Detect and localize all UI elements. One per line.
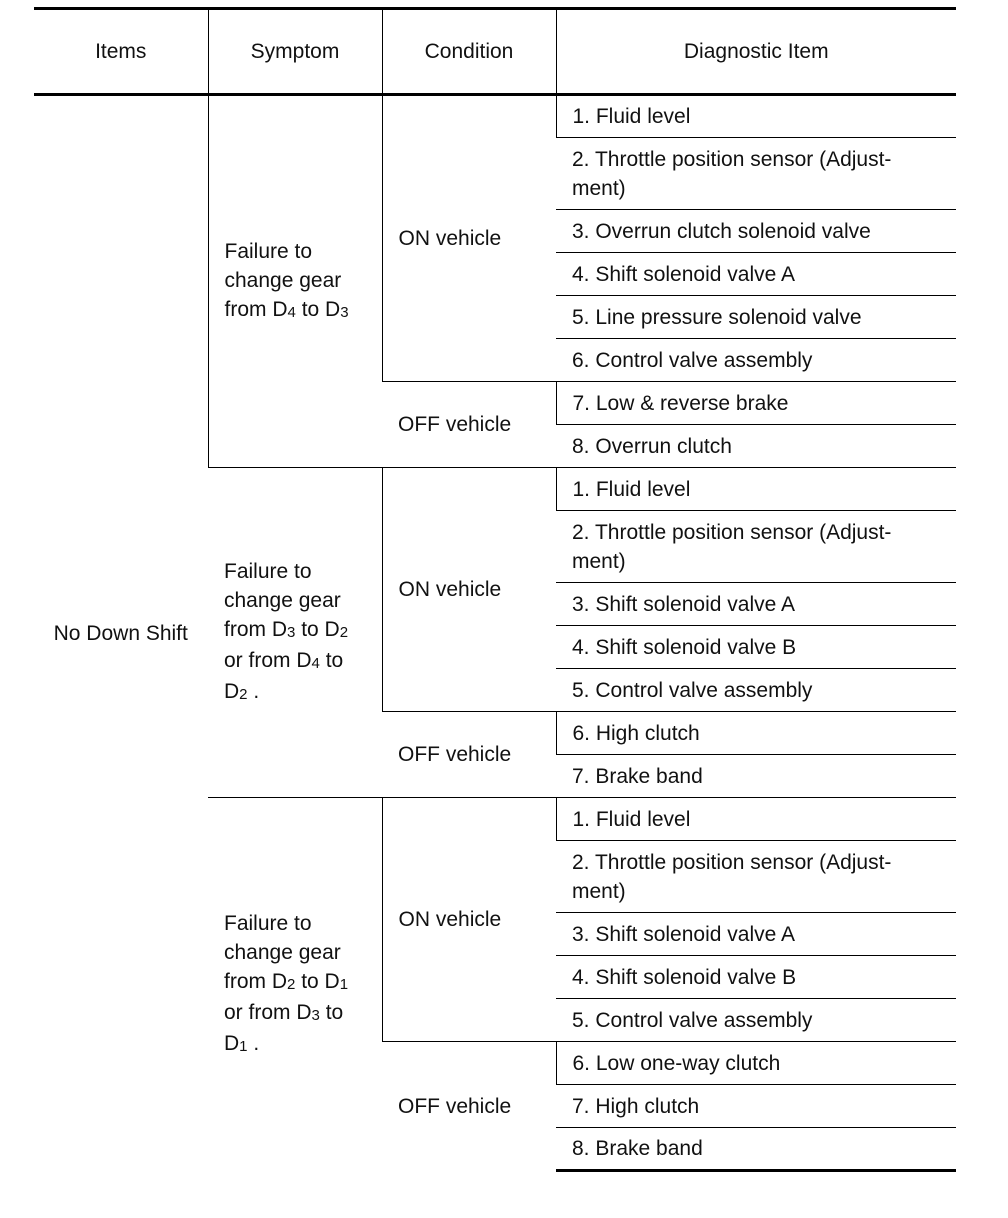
diagnostic-item-cell: 1. Fluid level: [556, 95, 956, 138]
condition-on-vehicle: ON vehicle: [382, 95, 556, 382]
diagnostic-item-cell: 8. Overrun clutch: [556, 425, 956, 468]
diagnostic-item-cell: 8. Brake band: [556, 1128, 956, 1171]
symptom-line: $D_1$ .: [224, 1031, 260, 1055]
condition-on-vehicle: ON vehicle: [382, 468, 556, 712]
diagnostic-item-cell: 5. Control valve assembly: [556, 669, 956, 712]
diagnostic-item-cell: 3. Overrun clutch solenoid valve: [556, 210, 956, 253]
symptom-line: $D_2$ .: [224, 680, 260, 703]
symptom-line: or from $D_4$ to: [224, 649, 344, 672]
table-body: [34, 95, 956, 1171]
diagnostic-item-cell: 6. Control valve assembly: [556, 339, 956, 382]
header-symptom: Symptom: [208, 9, 382, 95]
symptom-line: from $D_2$ to $D_1$: [224, 969, 349, 993]
diagnostic-item-cell: 3. Shift solenoid valve A: [556, 583, 956, 626]
condition-on-vehicle: ON vehicle: [382, 798, 556, 1042]
condition-off-vehicle: OFF vehicle: [382, 382, 556, 468]
condition-off-vehicle: OFF vehicle: [382, 712, 556, 798]
symptom-line: Failure to: [224, 240, 313, 263]
diagnostic-item-cell: 2. Throttle position sensor (Adjust- ment): [556, 841, 956, 913]
header-row: [34, 9, 956, 95]
symptom-line: Failure to: [224, 911, 312, 935]
diagnostic-item-cell: 5. Control valve assembly: [556, 999, 956, 1042]
symptom-line: from $D_3$ to $D_2$: [224, 618, 349, 641]
diagnostic-item-cell: 7. Low & reverse brake: [556, 382, 956, 425]
header-items: Items: [34, 9, 208, 95]
diagnostic-item-cell: 7. Brake band: [556, 755, 956, 798]
symptom-cell: [208, 798, 382, 1171]
symptom-line: Failure to: [224, 560, 312, 583]
header-condition: Condition: [382, 9, 556, 95]
diagnostic-item-cell: 6. Low one-way clutch: [556, 1042, 956, 1085]
diagnostic-item-cell: 2. Throttle position sensor (Adjust- ment): [556, 138, 956, 210]
diagnostic-item-cell: 7. High clutch: [556, 1085, 956, 1128]
diagnostic-item-cell: 2. Throttle position sensor (Adjust- ment): [556, 511, 956, 583]
diagnostic-item-cell: 1. Fluid level: [556, 468, 956, 511]
table-row: [34, 95, 956, 138]
condition-off-vehicle: OFF vehicle: [382, 1042, 556, 1171]
symptom-cell: [208, 95, 382, 468]
diagnostic-item-cell: 4. Shift solenoid valve B: [556, 956, 956, 999]
diagnostic-item-cell: 3. Shift solenoid valve A: [556, 913, 956, 956]
symptom-line: change gear: [224, 269, 342, 292]
diagnostic-item-cell: 4. Shift solenoid valve A: [556, 253, 956, 296]
diagnostic-table: [34, 7, 956, 1172]
symptom-line: change gear: [224, 940, 341, 964]
diagnostic-item-cell: 1. Fluid level: [556, 798, 956, 841]
symptom-line: or from $D_3$ to: [224, 1000, 344, 1024]
items-cell: No Down Shift: [34, 95, 208, 1171]
diagnostic-item-cell: 5. Line pressure solenoid valve: [556, 296, 956, 339]
symptom-line: from $D_4$ to $D_3$: [224, 298, 349, 321]
header-diagnostic-item: Diagnostic Item: [556, 9, 956, 95]
symptom-line: change gear: [224, 589, 341, 612]
diagnostic-item-cell: 4. Shift solenoid valve B: [556, 626, 956, 669]
symptom-cell: [208, 468, 382, 798]
diagnostic-item-cell: 6. High clutch: [556, 712, 956, 755]
